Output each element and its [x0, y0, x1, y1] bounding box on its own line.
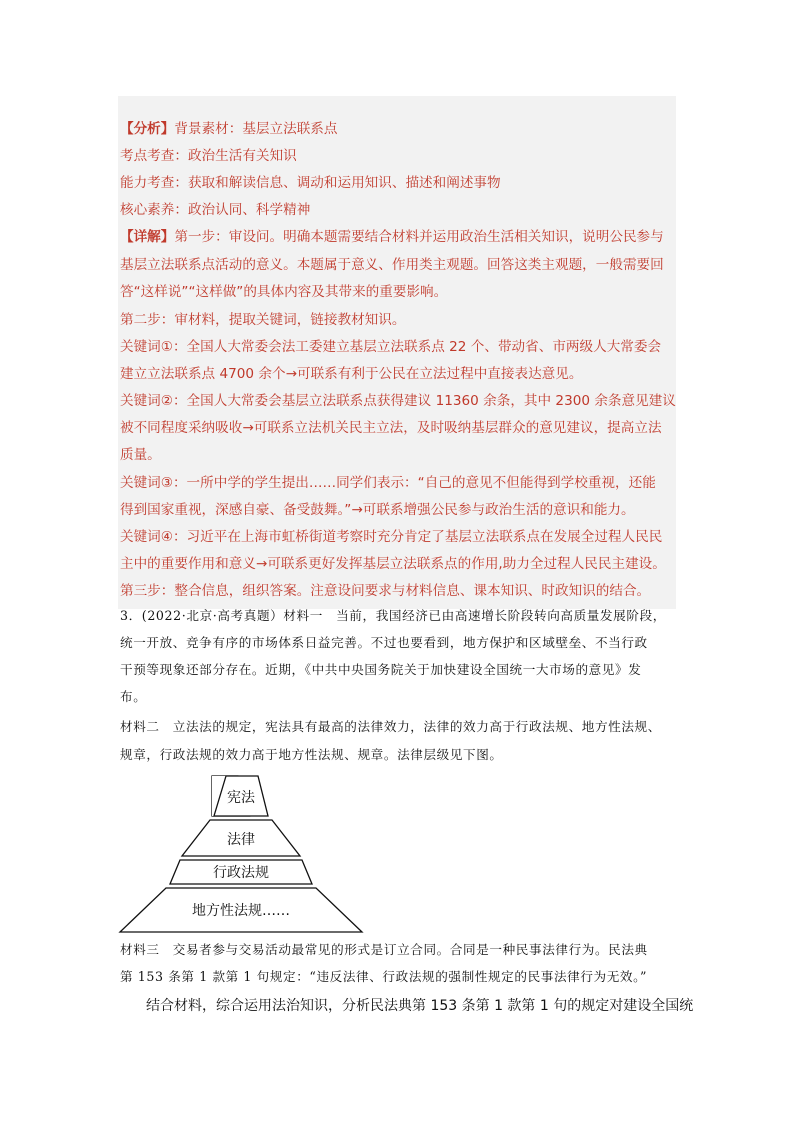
- pyramid-level-1-label: 宪法: [227, 790, 255, 806]
- keyword-3-line-1: 关键词③：一所中学的学生提出……同学们表示：“自己的意见不但能得到学校重视，还能: [120, 475, 656, 491]
- analysis-line-4: 核心素养：政治认同、科学精神: [120, 202, 311, 218]
- detail-line-3: 答“这样说”“这样做”的具体内容及其带来的重要影响。: [120, 284, 448, 300]
- step-3-line: 第三步：整合信息，组织答案。注意设问要求与材料信息、课本知识、时政知识的结合。: [120, 583, 651, 599]
- pyramid-level-2-label: 法律: [227, 832, 255, 848]
- detail-line-2: 基层立法联系点活动的意义。本题属于意义、作用类主观题。回答这类主观题，一般需要回: [120, 257, 664, 273]
- keyword-2-line-1: 关键词②：全国人大常委会基层立法联系点获得建议 11360 余条，其中 2300 余条意见建议: [120, 393, 676, 409]
- analysis-line-1: 【分析】背景素材：基层立法联系点: [120, 121, 338, 137]
- analysis-line-2: 考点考查：政治生活有关知识: [120, 148, 297, 164]
- material-3-line-1: 材料三 交易者参与交易活动最常见的形式是订立合同。合同是一种民事法律行为。民法典: [120, 942, 648, 957]
- analysis-line-3: 能力考查：获取和解读信息、调动和运用知识、描述和阐述事物: [120, 175, 501, 191]
- keyword-4-line-1: 关键词④：习近平在上海市虹桥街道考察时充分肯定了基层立法联系点在发展全过程人民民: [120, 529, 663, 545]
- keyword-1-line-1: 关键词①：全国人大常委会法工委建立基层立法联系点 22 个、带动省、市两级人大常委会: [120, 339, 662, 355]
- question-line-1: 3．(2022·北京·高考真题）材料一 当前，我国经济已由高速增长阶段转向高质量发展阶段，: [120, 608, 666, 623]
- question-prompt-line: 结合材料，综合运用法治知识，分析民法典第 153 条第 1 款第 1 句的规定对建设全国统: [146, 998, 694, 1014]
- pyramid-level-3-label: 行政法规: [213, 865, 269, 881]
- keyword-3-line-2: 得到国家重视，深感自豪、备受鼓舞。”→可联系增强公民参与政治生活的意识和能力。: [120, 502, 635, 518]
- keyword-2-line-3: 质量。: [120, 447, 161, 463]
- detail-line-1: 【详解】第一步：审设问。明确本题需要结合材料并运用政治生活相关知识，说明公民参与: [120, 229, 664, 245]
- keyword-2-line-2: 被不同程度采纳吸收→可联系立法机关民主立法，及时吸纳基层群众的意见建议，提高立法: [120, 420, 662, 436]
- keyword-1-line-2: 建立立法联系点 4700 余个→可联系有利于公民在立法过程中直接表达意见。: [120, 366, 583, 382]
- material-3-line-2: 第 153 条第 1 款第 1 句规定：“违反法律、行政法规的强制性规定的民事法律行为无效。”: [120, 969, 648, 984]
- pyramid-level-4-label: 地方性法规……: [192, 903, 290, 919]
- analysis-tag: 【分析】: [120, 121, 175, 137]
- question-line-4: 布。: [120, 689, 147, 704]
- question-line-3: 干预等现象还部分存在。近期，《中共中央国务院关于加快建设全国统一大市场的意见》发: [120, 662, 642, 677]
- detail-tag: 【详解】: [120, 229, 175, 245]
- material-2-line-2: 规章，行政法规的效力高于地方性法规、规章。法律层级见下图。: [120, 747, 503, 762]
- law-hierarchy-pyramid: [118, 772, 364, 936]
- question-line-2: 统一开放、竞争有序的市场体系日益完善。不过也要看到，地方保护和区域壁垒、不当行政: [120, 635, 648, 650]
- material-2-line-1: 材料二 立法法的规定，宪法具有最高的法律效力，法律的效力高于行政法规、地方性法规、: [120, 719, 661, 734]
- detail-line-4: 第二步：审材料，提取关键词，链接教材知识。: [120, 312, 406, 328]
- keyword-4-line-2: 主中的重要作用和意义→可联系更好发挥基层立法联系点的作用,助力全过程人民民主建设。: [120, 556, 666, 572]
